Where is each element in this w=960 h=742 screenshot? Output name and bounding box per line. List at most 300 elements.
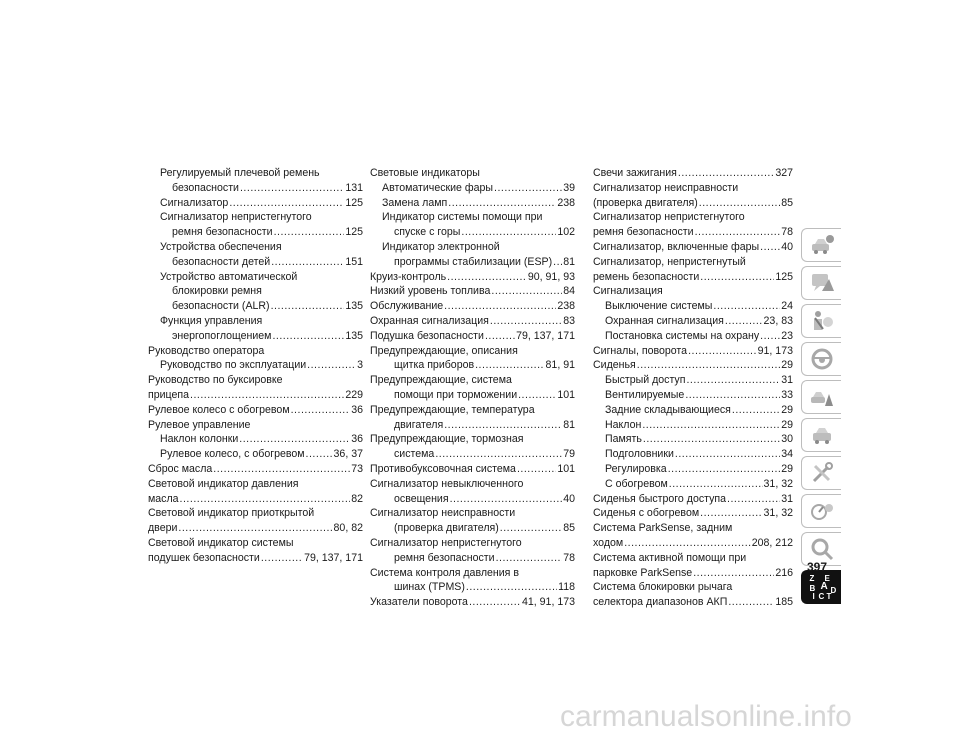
dot-leader: [517, 462, 556, 477]
index-entry: [148, 166, 363, 181]
index-entry: [370, 358, 575, 373]
index-entry-text: Сброс масла: [148, 462, 213, 475]
index-entry: [370, 284, 575, 299]
dot-leader: [190, 388, 344, 403]
index-entry-text: блокировки ремня: [172, 285, 262, 298]
index-entry-page: 151: [345, 255, 363, 268]
index-entry: [593, 462, 793, 477]
index-entry: [370, 255, 575, 270]
index-entry-text: Индикатор электронной: [382, 240, 500, 253]
dot-leader: [678, 166, 774, 181]
index-entry-text: безопасности (ALR): [172, 300, 270, 313]
dot-leader: [485, 329, 515, 344]
index-entry: [593, 432, 793, 447]
dot-leader: [695, 225, 781, 240]
index-entry: [370, 418, 575, 433]
index-entry-text: Регулируемый плечевой ремень: [160, 167, 320, 179]
index-entry: [370, 506, 575, 521]
index-entry: [593, 181, 793, 196]
index-entry: [148, 358, 363, 373]
index-entry-page: 29: [781, 403, 793, 416]
index-entry-page: 81: [563, 418, 575, 431]
index-entry-text: Рулевое управление: [148, 418, 251, 431]
index-entry-text: Свечи зажигания: [593, 167, 677, 179]
dot-leader: [448, 196, 556, 211]
index-entry-page: 40: [781, 240, 793, 253]
index-entry: [370, 240, 575, 255]
index-entry-text: Система контроля давления в: [370, 566, 519, 579]
index-entry-text: ходом: [593, 536, 624, 549]
index-entry: [370, 181, 575, 196]
index-entry-text: Сиденья быстрого доступа: [593, 492, 727, 505]
index-entry-text: Система блокировки рычага: [593, 581, 733, 594]
index-entry-text: селектора диапазонов АКП: [593, 596, 728, 609]
index-entry: [370, 536, 575, 551]
dot-leader: [713, 299, 780, 314]
index-entry-page: 30: [781, 433, 793, 446]
dot-leader: [469, 595, 521, 610]
index-entry: [593, 240, 793, 255]
index-entry-text: Световые индикаторы: [370, 167, 480, 179]
index-entry: [148, 506, 363, 521]
tab-emergency[interactable]: [801, 380, 841, 414]
index-entry-page: 101: [557, 462, 575, 475]
index-entry: [593, 225, 793, 240]
index-entry: [148, 418, 363, 433]
index-entry: [593, 270, 793, 285]
index-entry: [370, 314, 575, 329]
index-entry: [370, 595, 575, 610]
index-entry: [593, 329, 793, 344]
index-entry: [148, 388, 363, 403]
dot-leader: [494, 181, 562, 196]
dot-leader: [553, 255, 562, 270]
dot-leader: [624, 536, 751, 551]
index-entry: [370, 166, 575, 181]
index-entry-page: 81, 91: [545, 359, 575, 372]
dot-leader: [725, 314, 763, 329]
index-entry-text: парковке ParkSense: [593, 566, 693, 579]
index-entry-text: Сигналы, поворота: [593, 344, 688, 357]
index-entry-page: 118: [558, 581, 575, 594]
dot-leader: [306, 447, 333, 462]
index-entry: [593, 358, 793, 373]
dot-leader: [642, 418, 780, 433]
index-entry-text: Устройство автоматической: [160, 270, 298, 283]
index-entry-page: 31, 32: [763, 477, 793, 490]
index-entry-text: Указатели поворота: [370, 596, 468, 609]
warning-message-icon: [809, 270, 835, 296]
index-entry: [370, 580, 575, 595]
index-entry: [370, 521, 575, 536]
index-entry: [593, 580, 793, 595]
dot-leader: [239, 432, 350, 447]
dot-leader: [272, 329, 344, 344]
dot-leader: [518, 388, 556, 403]
index-entry-page: 102: [557, 226, 575, 239]
index-entry-text: (проверка двигателя): [593, 196, 698, 209]
index-entry-text: Руководство по буксировке: [148, 374, 283, 387]
index-entry: [593, 388, 793, 403]
index-entry-page: 84: [563, 285, 575, 298]
index-entry-page: 36: [351, 433, 363, 446]
index-entry-text: Система активной помощи при: [593, 551, 747, 564]
index-entry-text: система: [394, 448, 435, 461]
index-entry-text: освещения: [394, 492, 449, 505]
index-entry: [370, 432, 575, 447]
car-info-icon: [809, 232, 835, 258]
dot-leader: [669, 477, 763, 492]
index-entry-text: Система ParkSense, задним: [593, 522, 733, 535]
index-entry-text: Световой индикатор давления: [148, 477, 299, 490]
index-entry-text: ремня безопасности: [394, 551, 495, 564]
dot-leader: [444, 299, 556, 314]
tab-car-service[interactable]: [801, 418, 841, 452]
index-entry-text: Обслуживание: [370, 300, 444, 313]
index-entry-page: 36, 37: [333, 448, 363, 461]
index-entry: [593, 447, 793, 462]
index-entry-text: двигателя: [394, 418, 444, 431]
index-entry-text: Память: [605, 433, 642, 446]
index-entry-page: 229: [345, 388, 363, 401]
dot-leader: [435, 447, 562, 462]
index-entry-page: 24: [781, 300, 793, 313]
dot-leader: [466, 580, 557, 595]
index-entry-page: 83: [563, 314, 575, 327]
index-entry-text: Предупреждающие, система: [370, 374, 512, 387]
index-entry-text: двери: [148, 522, 178, 535]
index-entry: [370, 447, 575, 462]
dot-leader: [180, 492, 351, 507]
dot-leader: [178, 521, 332, 536]
index-entry-text: Охранная сигнализация: [605, 314, 724, 327]
index-entry: [148, 344, 363, 359]
index-entry-text: ремня безопасности: [593, 226, 694, 239]
magnifier-icon: [809, 536, 835, 562]
dot-leader: [450, 492, 563, 507]
index-entry: [593, 344, 793, 359]
index-entry-text: Низкий уровень топлива: [370, 285, 491, 298]
index-entry: [593, 299, 793, 314]
index-entry: [148, 210, 363, 225]
index-entry: [148, 240, 363, 255]
index-entry: [148, 255, 363, 270]
watermark-text: carmanualsonline.info: [560, 700, 852, 733]
index-entry-text: Вентилируемые: [605, 388, 685, 401]
index-entry: [593, 521, 793, 536]
dot-leader: [700, 506, 762, 521]
index-entry-page: 31: [781, 374, 793, 387]
index-entry-page: 216: [775, 566, 793, 579]
index-entry-page: 125: [345, 226, 363, 239]
index-entry-text: Сигнализатор непристегнутого: [160, 211, 312, 224]
index-entry: [148, 477, 363, 492]
index-entry-text: Световой индикатор системы: [148, 536, 294, 549]
dot-leader: [444, 418, 562, 433]
dot-leader: [500, 521, 562, 536]
index-entry-text: Сигнализатор: [160, 196, 229, 209]
index-entry-page: 131: [345, 181, 363, 194]
dot-leader: [643, 432, 780, 447]
index-entry-text: Руководство по эксплуатации: [160, 359, 307, 372]
wrench-tools-icon: [809, 460, 835, 486]
steering-wheel-icon: [809, 346, 835, 372]
dot-leader: [274, 225, 345, 240]
index-entry: [148, 462, 363, 477]
tab-car-info[interactable]: [801, 228, 841, 262]
index-entry-page: 31, 32: [763, 507, 793, 520]
index-entry-text: Рулевое колесо, с обогревом: [160, 448, 305, 461]
index-entry: [370, 210, 575, 225]
index-entry-text: Сигнализатор, непристегнутый: [593, 255, 746, 268]
dot-leader: [686, 373, 780, 388]
index-entry: [370, 403, 575, 418]
index-entry: [148, 225, 363, 240]
index-entry-page: 23, 83: [763, 314, 793, 327]
dot-leader: [760, 329, 780, 344]
index-entry-text: энергопоглощением: [172, 329, 272, 342]
index-entry-text: Предупреждающие, описания: [370, 344, 518, 357]
index-entry: [148, 521, 363, 536]
index-entry-text: Сигнализатор непристегнутого: [593, 211, 745, 224]
index-entry-page: 29: [781, 359, 793, 372]
tab-warning-message[interactable]: [801, 266, 841, 300]
index-entry-page: 23: [781, 329, 793, 342]
index-entry-text: Сиденья: [593, 359, 636, 372]
dot-leader: [727, 492, 780, 507]
dot-leader: [668, 462, 781, 477]
index-entry-text: Замена ламп: [382, 196, 448, 209]
index-entry-page: 29: [781, 462, 793, 475]
dot-leader: [490, 314, 562, 329]
index-entry: [370, 566, 575, 581]
index-entry-text: Круиз-контроль: [370, 270, 447, 283]
index-entry-page: 78: [781, 226, 793, 239]
index-entry: [148, 299, 363, 314]
index-entry-text: безопасности детей: [172, 255, 271, 268]
index-entry: [593, 314, 793, 329]
index-entry-page: 36: [351, 403, 363, 416]
tab-seatbelt-airbag[interactable]: [801, 304, 841, 338]
index-entry-text: Наклон колонки: [160, 433, 239, 446]
index-entry: [148, 329, 363, 344]
index-entry: [370, 329, 575, 344]
index-entry-page: 40: [563, 492, 575, 505]
emergency-car-icon: [809, 384, 835, 410]
index-entry: [593, 566, 793, 581]
index-entry-page: 135: [345, 329, 363, 342]
dot-leader: [213, 462, 350, 477]
index-entry-page: 79: [563, 448, 575, 461]
index-entry-text: прицепа: [148, 388, 190, 401]
index-entry-page: 208, 212: [751, 536, 793, 549]
index-entry-page: 73: [351, 462, 363, 475]
index-entry: [593, 506, 793, 521]
index-entry: [593, 255, 793, 270]
dot-leader: [693, 566, 774, 581]
index-entry-page: 82: [351, 492, 363, 505]
dot-leader: [307, 358, 356, 373]
index-entry: [593, 210, 793, 225]
index-entry-text: щитка приборов: [394, 359, 475, 372]
tab-index[interactable]: [801, 570, 841, 604]
dot-leader: [229, 196, 344, 211]
index-entry: [593, 536, 793, 551]
index-entry-text: спуске с горы: [394, 226, 461, 239]
tab-dashboard[interactable]: [801, 494, 841, 528]
index-entry: [593, 166, 793, 181]
index-entry: [148, 536, 363, 551]
index-entry-text: Предупреждающие, тормозная: [370, 433, 524, 446]
index-entry: [370, 492, 575, 507]
index-entry-page: 327: [775, 167, 793, 179]
index-entry-page: 80, 82: [333, 522, 363, 535]
dot-leader: [699, 196, 780, 211]
index-entry: [370, 388, 575, 403]
index-entry: [148, 447, 363, 462]
index-entry: [148, 270, 363, 285]
index-entry: [370, 373, 575, 388]
dot-leader: [447, 270, 527, 285]
index-entry-text: Сигнализатор невыключенного: [370, 477, 524, 490]
index-entry-text: Выключение системы: [605, 300, 713, 313]
index-entry-text: Сигнализатор, включенные фары: [593, 240, 760, 253]
index-entry: [593, 551, 793, 566]
index-entry: [370, 299, 575, 314]
index-entry-text: Подушка безопасности: [370, 329, 484, 342]
index-entry: [593, 595, 793, 610]
dot-leader: [475, 358, 544, 373]
index-abc-icon: Z B E A D I C T: [809, 574, 837, 601]
index-entry-text: Сигнализатор неисправности: [370, 507, 516, 520]
index-entry-text: Рулевое колесо с обогревом: [148, 403, 290, 416]
index-entry-text: Функция управления: [160, 314, 263, 327]
index-entry-page: 39: [563, 181, 575, 194]
dot-leader: [271, 255, 344, 270]
tab-tools[interactable]: [801, 456, 841, 490]
index-entry-text: ремень безопасности: [593, 270, 700, 283]
index-entry: [370, 551, 575, 566]
index-entry-page: 41, 91, 173: [521, 596, 575, 609]
index-entry: [370, 344, 575, 359]
index-entry-page: 91, 173: [757, 344, 793, 357]
index-entry-text: шинах (TPMS): [394, 581, 465, 594]
index-entry-text: Регулировка: [605, 462, 667, 475]
index-entry-text: безопасности: [172, 181, 239, 194]
index-entry-text: Индикатор системы помощи при: [382, 211, 543, 224]
index-entry-text: Противобуксовочная система: [370, 462, 516, 475]
index-entry: [148, 373, 363, 388]
index-entry-text: Световой индикатор приоткрытой: [148, 507, 315, 520]
dot-leader: [271, 299, 345, 314]
dot-leader: [728, 595, 774, 610]
index-entry: [370, 225, 575, 240]
index-entry-page: 185: [775, 596, 793, 609]
index-entry: [593, 477, 793, 492]
index-entry: [593, 196, 793, 211]
index-entry-text: (проверка двигателя): [394, 522, 499, 535]
index-entry: [370, 462, 575, 477]
index-entry: [370, 270, 575, 285]
dot-leader: [732, 403, 780, 418]
index-entry-text: программы стабилизации (ESP): [394, 255, 553, 268]
index-entry: [148, 432, 363, 447]
index-column-2: [370, 166, 575, 610]
index-entry-text: Устройства обеспечения: [160, 240, 282, 253]
index-entry: [593, 492, 793, 507]
index-entry-text: Сигнализатор неисправности: [593, 181, 739, 194]
index-entry-text: Быстрый доступ: [605, 374, 686, 387]
index-entry-text: помощи при торможении: [394, 388, 518, 401]
dot-leader: [675, 447, 780, 462]
dot-leader: [760, 240, 780, 255]
index-entry-page: 3: [357, 359, 363, 372]
index-entry-page: 79, 137, 171: [516, 329, 575, 342]
dashboard-gauge-icon: [809, 498, 835, 524]
index-entry: [370, 477, 575, 492]
index-entry-page: 85: [563, 522, 575, 535]
index-entry-page: 79, 137, 171: [304, 551, 363, 564]
index-entry-text: С обогревом: [605, 477, 668, 490]
index-entry-page: 78: [563, 551, 575, 564]
index-entry: [148, 196, 363, 211]
index-entry-text: Задние складывающиеся: [605, 403, 731, 416]
index-entry: [148, 284, 363, 299]
dot-leader: [685, 388, 780, 403]
index-entry-text: Руководство оператора: [148, 344, 265, 357]
index-entry: [370, 196, 575, 211]
dot-leader: [261, 551, 303, 566]
index-entry-page: 238: [557, 300, 575, 313]
index-entry-page: 29: [781, 418, 793, 431]
page-number: 397: [806, 560, 828, 574]
index-entry-text: Сиденья с обогревом: [593, 507, 700, 520]
index-entry-text: Наклон: [605, 418, 642, 431]
index-entry-text: Сигнализатор непристегнутого: [370, 536, 522, 549]
index-entry: [148, 181, 363, 196]
index-entry: [593, 373, 793, 388]
car-service-icon: [809, 422, 835, 448]
seatbelt-airbag-icon: [809, 308, 835, 334]
dot-leader: [637, 358, 780, 373]
index-entry-text: Автоматические фары: [382, 181, 494, 194]
index-entry-page: 85: [781, 196, 793, 209]
index-entry-page: 101: [557, 388, 575, 401]
index-entry-page: 90, 91, 93: [527, 270, 575, 283]
index-entry-page: 31: [781, 492, 793, 505]
dot-leader: [240, 181, 344, 196]
dot-leader: [491, 284, 562, 299]
index-entry-text: ремня безопасности: [172, 226, 273, 239]
index-entry-page: 33: [781, 388, 793, 401]
index-entry: [593, 403, 793, 418]
dot-leader: [700, 270, 774, 285]
index-column-3: [593, 166, 793, 610]
index-entry-text: Сигнализация: [593, 285, 663, 298]
index-entry-page: 135: [345, 300, 363, 313]
index-entry-page: 125: [775, 270, 793, 283]
tab-steering-wheel[interactable]: [801, 342, 841, 376]
dot-leader: [496, 551, 563, 566]
index-entry-page: 81: [563, 255, 575, 268]
index-entry-page: 125: [345, 196, 363, 209]
index-entry-text: Предупреждающие, температура: [370, 403, 535, 416]
index-entry-text: Постановка системы на охрану: [605, 329, 760, 342]
index-entry-text: масла: [148, 492, 179, 505]
index-entry: [593, 418, 793, 433]
index-column-1: [148, 166, 363, 566]
index-entry-text: Охранная сигнализация: [370, 314, 489, 327]
